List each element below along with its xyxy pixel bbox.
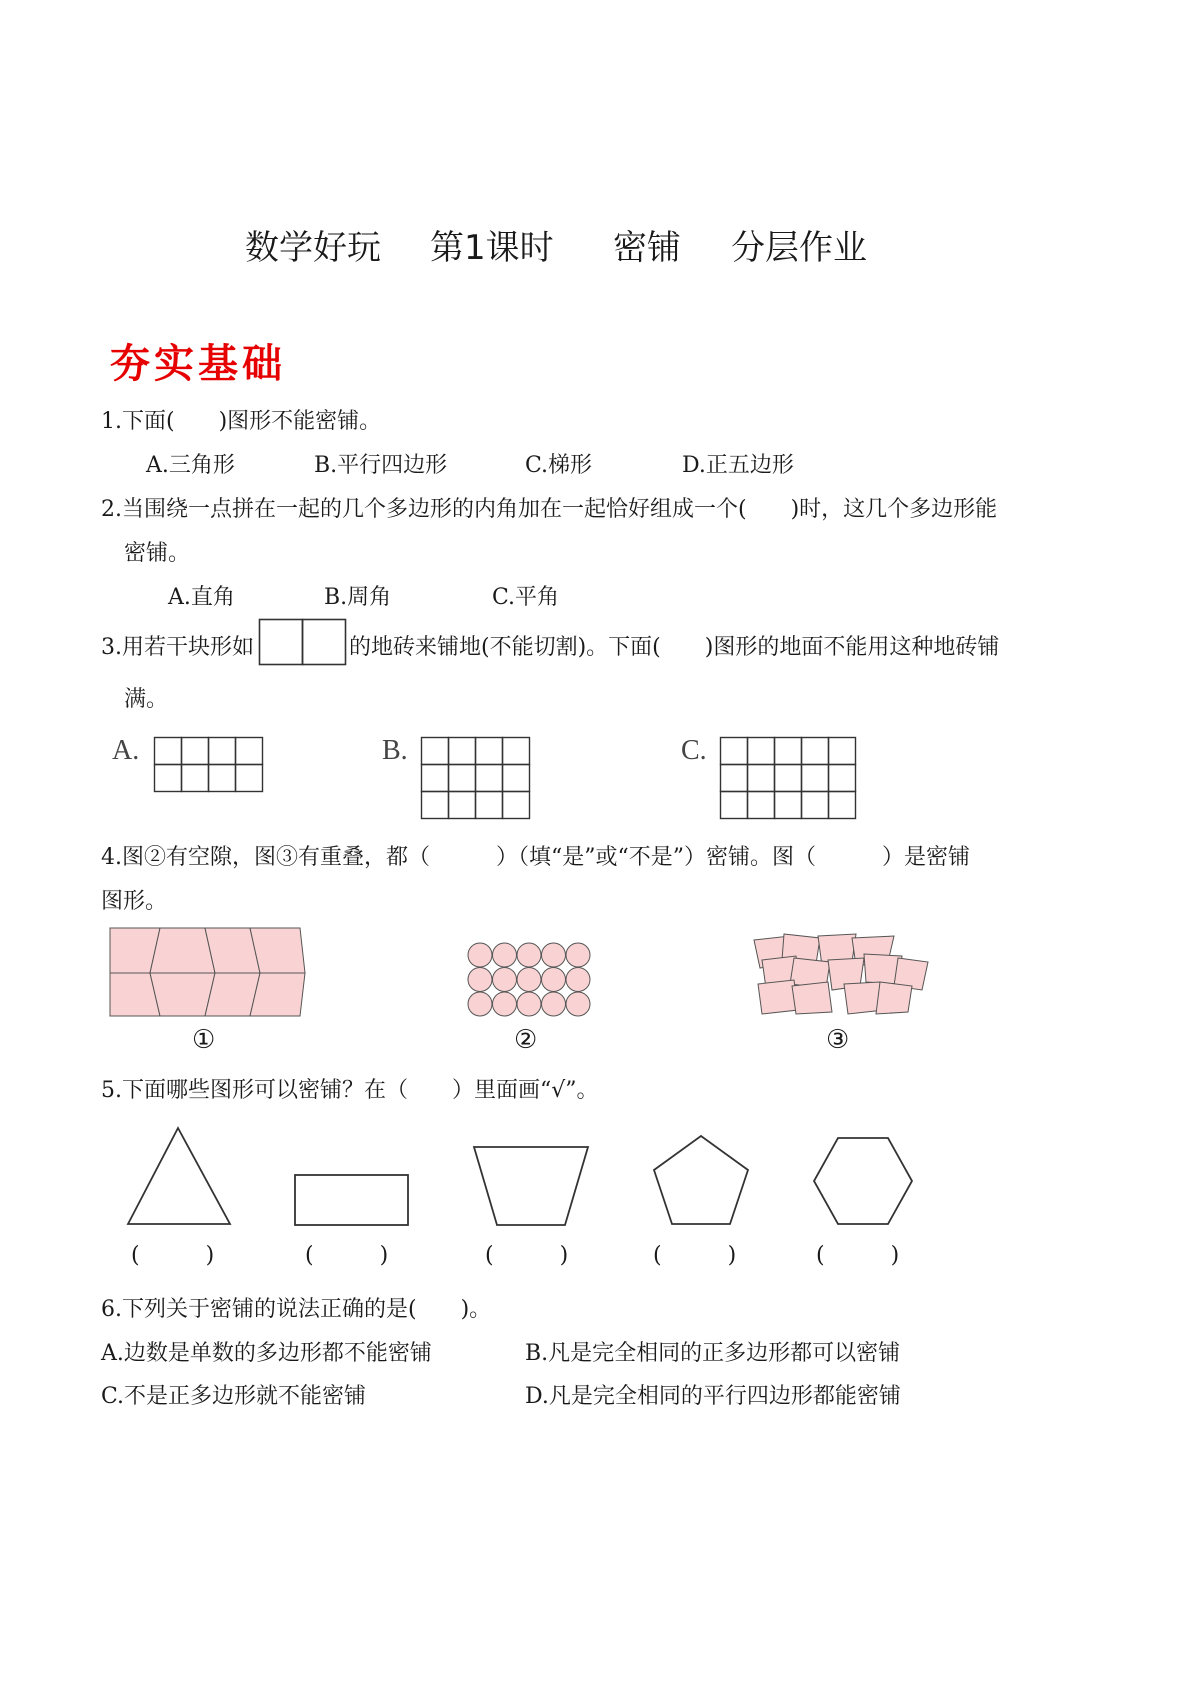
fig2-circle [542,943,566,967]
q3-option-b-label: B. [382,735,408,766]
grid-cell [182,738,209,765]
q1-option-c: C.梯形 [525,453,593,478]
rectangle-icon [294,1174,410,1226]
fig3-quad [792,982,832,1014]
grid-cell [775,765,802,792]
grid-cell [829,738,856,765]
grid-cell [721,765,748,792]
q4-stem-line1: 4.图②有空隙，图③有重叠，都（ ）（填“是”或“不是”）密铺。图（ ）是密铺 [101,845,970,870]
q4-figure-1-parallelograms [110,928,305,1018]
page-title-part-3: 密铺 [613,228,681,268]
fig1-tile [150,928,215,973]
q2-option-b: B.周角 [324,585,392,610]
grid-cell [449,765,476,792]
grid-cell [503,765,530,792]
grid-cell [748,738,775,765]
grid-cell [775,792,802,819]
grid-cell [721,792,748,819]
grid-cell [422,792,449,819]
q3-option-c-label: C. [681,735,707,766]
triangle-icon [126,1126,232,1226]
grid-cell [748,792,775,819]
grid-cell [476,792,503,819]
page-title-part-1: 数学好玩 [245,228,381,268]
q4-figure-2-circles [467,942,592,1017]
fig1-tile [250,928,305,973]
q2-option-c: C.平角 [492,585,560,610]
grid-cell [802,765,829,792]
q2-stem-line2: 密铺。 [124,541,191,566]
grid-cell [182,765,209,792]
q3-grid-b [421,737,531,818]
grid-cell [236,738,263,765]
grid-cell [209,738,236,765]
q5-blank-2[interactable]: ( ) [305,1243,389,1268]
fig2-circle [517,992,541,1016]
q3-stem-part1: 3.用若干块形如 [101,635,254,660]
q1-option-d: D.正五边形 [682,453,794,478]
fig2-circle [566,968,590,992]
fig2-circle [468,968,492,992]
fig3-quad [758,980,798,1014]
grid-cell [236,765,263,792]
q6-option-c: C.不是正多边形就不能密铺 [101,1384,367,1409]
q4-caption-3: ③ [826,1025,850,1055]
fig2-circle [566,943,590,967]
domino-tile-left [260,620,303,665]
grid-cell [155,738,182,765]
fig2-circle [517,968,541,992]
q3-option-a-label: A. [112,735,140,766]
fig2-circle [468,943,492,967]
q4-caption-2: ② [514,1025,538,1055]
grid-cell [449,792,476,819]
q5-blank-1[interactable]: ( ) [131,1243,215,1268]
grid-cell [422,738,449,765]
q6-stem: 6.下列关于密铺的说法正确的是( )。 [101,1297,492,1322]
grid-cell [802,792,829,819]
fig2-circle [468,992,492,1016]
grid-cell [503,792,530,819]
q6-option-d: D.凡是完全相同的平行四边形都能密铺 [525,1384,901,1409]
q3-stem-line2: 满。 [124,687,169,712]
q1-option-b: B.平行四边形 [314,453,448,478]
fig2-circle [517,943,541,967]
grid-cell [209,765,236,792]
grid-cell [422,765,449,792]
q2-stem-line1: 2.当围绕一点拼在一起的几个多边形的内角加在一起恰好组成一个( )时，这几个多边形能 [101,497,998,522]
fig1-tile [250,973,305,1016]
page-title-part-4: 分层作业 [731,228,867,268]
q3-stem-part2: 的地砖来铺地(不能切割)。下面( )图形的地面不能用这种地砖铺 [349,635,1000,660]
fig3-quad [876,982,912,1014]
trapezoid-icon [473,1146,589,1226]
q4-figure-3-overlapping-quads [752,932,930,1016]
q1-option-a: A.三角形 [146,453,235,478]
fig2-circle [493,992,517,1016]
fig2-circle [542,968,566,992]
grid-cell [802,738,829,765]
q4-stem-line2: 图形。 [101,889,168,914]
fig1-tile [150,973,215,1016]
fig2-circle [493,943,517,967]
page-title-part-2: 第1课时 [430,228,554,268]
q5-blank-3[interactable]: ( ) [485,1243,569,1268]
q5-blank-4[interactable]: ( ) [653,1243,737,1268]
fig2-circle [493,968,517,992]
grid-cell [476,738,503,765]
q4-caption-1: ① [192,1025,216,1055]
fig2-circle [566,992,590,1016]
grid-cell [155,765,182,792]
q5-stem: 5.下面哪些图形可以密铺？在（ ）里面画“√”。 [101,1078,599,1103]
fig2-circle [542,992,566,1016]
q3-grid-c [720,737,857,818]
grid-cell [775,738,802,765]
q5-blank-5[interactable]: ( ) [816,1243,900,1268]
pentagon-icon [652,1134,750,1226]
grid-cell [829,765,856,792]
hexagon-icon [812,1136,914,1226]
q3-grid-a [154,737,264,791]
domino-tile-right [303,620,346,665]
q2-option-a: A.直角 [168,585,235,610]
q6-option-a: A.边数是单数的多边形都不能密铺 [101,1341,432,1366]
grid-cell [449,738,476,765]
grid-cell [748,765,775,792]
q1-stem: 1.下面( )图形不能密铺。 [101,409,382,434]
grid-cell [503,738,530,765]
section-heading: 夯实基础 [110,340,286,387]
grid-cell [721,738,748,765]
grid-cell [829,792,856,819]
domino-tile-icon [259,619,347,665]
q6-option-b: B.凡是完全相同的正多边形都可以密铺 [525,1341,901,1366]
grid-cell [476,765,503,792]
